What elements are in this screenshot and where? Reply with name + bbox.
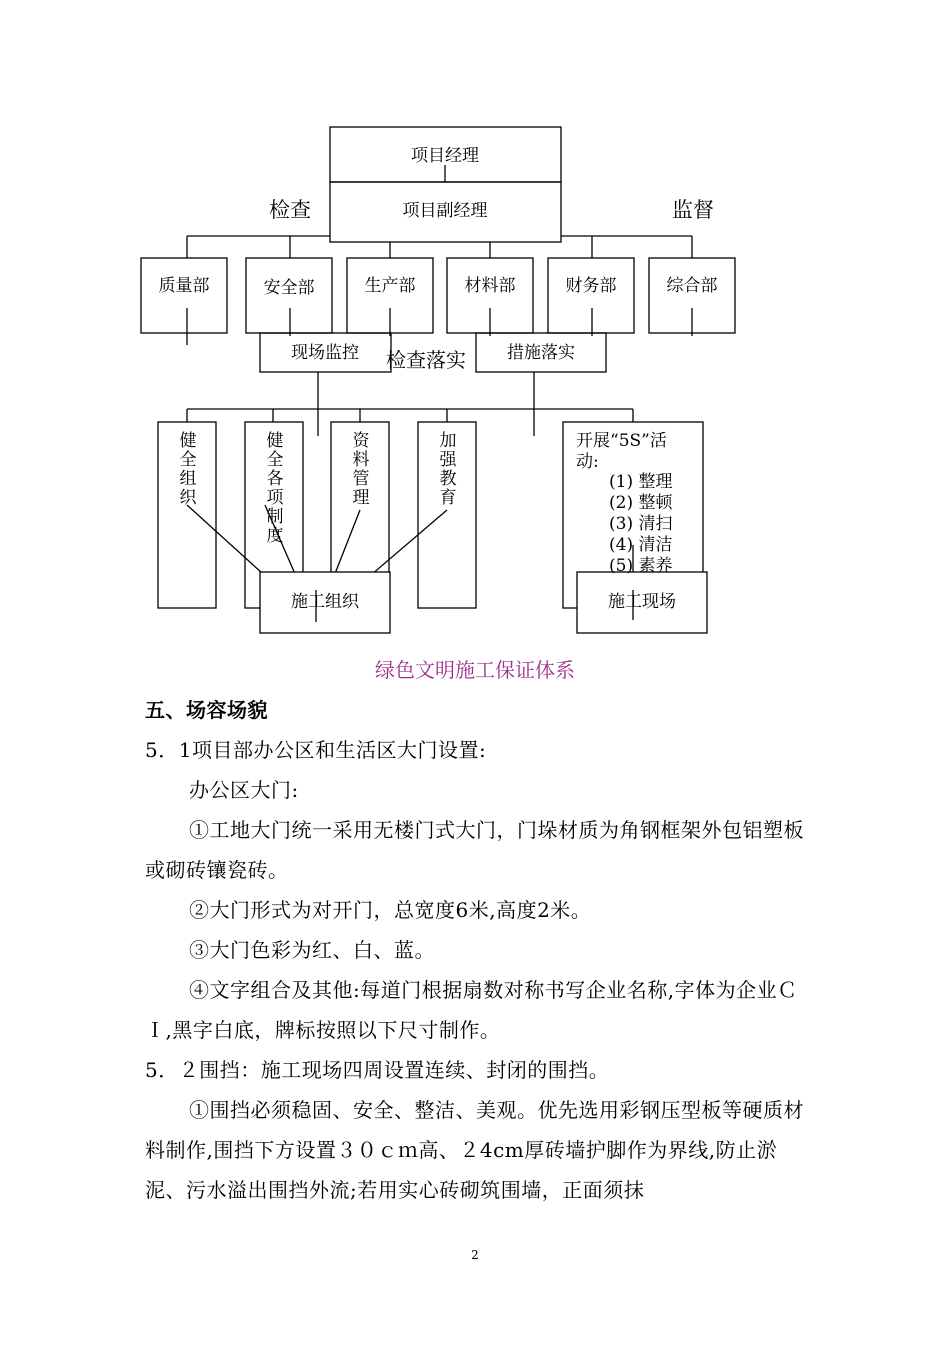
inspect-annotation: 检查 xyxy=(269,198,311,222)
safety-dept-label: 安全部 xyxy=(263,278,315,298)
document-management-label: 资料管理 xyxy=(352,431,370,508)
site-monitoring-label: 现场监控 xyxy=(291,343,359,363)
vertical-labels xyxy=(180,431,458,546)
deputy-manager-label: 项目副经理 xyxy=(402,201,488,221)
paragraph-item-4: ④文字组合及其他:每道门根据扇数对称书写企业名称,字体为企业ＣＩ,黑字白底，牌标按照以下尺寸制作。 xyxy=(145,978,798,1042)
activity-5s-item-3: (3) 清扫 xyxy=(609,514,673,534)
production-dept-label: 生产部 xyxy=(364,276,416,296)
organization-diagram xyxy=(0,0,950,650)
diagram-caption: 绿色文明施工保证体系 xyxy=(375,658,575,682)
measures-label: 措施落实 xyxy=(507,343,575,363)
paragraph-item-2: ②大门形式为对开门，总宽度6米,高度2米。 xyxy=(189,898,592,922)
paragraph-fence-item-1: ①围挡必须稳固、安全、整洁、美观。优先选用彩钢压型板等硬质材料制作,围挡下方设置３０ｃｍ高、２4cm厚砖墙护脚作为界线,防止淤泥、污水溢出围挡外流;若用实心砖砌筑围墙，正面须抹 xyxy=(145,1098,804,1202)
paragraph-item-1: ①工地大门统一采用无楼门式大门，门垛材质为角钢框架外包铝塑板或砌砖镶瓷砖。 xyxy=(145,818,804,882)
paragraph-5-2: 5．２围挡：施工现场四周设置连续、封闭的围挡。 xyxy=(145,1058,610,1082)
construction-site-label: 施工现场 xyxy=(608,592,676,612)
paragraph-5-1: 5．1项目部办公区和生活区大门设置: xyxy=(145,738,487,762)
activity-5s-item-2: (2) 整顿 xyxy=(609,493,673,513)
paragraph-office-gate: 办公区大门: xyxy=(189,778,299,802)
page-number: 2 xyxy=(471,1248,479,1262)
sound-organization-label: 健全组织 xyxy=(179,431,197,508)
project-manager-label: 项目经理 xyxy=(411,146,479,166)
activity-5s-title: 开展“5S”活 动: xyxy=(576,431,667,472)
activity-5s-item-1: (1) 整理 xyxy=(609,472,673,492)
activity-5s-item-4: (4) 清洁 xyxy=(609,535,673,555)
general-dept-label: 综合部 xyxy=(666,276,718,296)
section-heading: 五、场容场貌 xyxy=(145,698,268,722)
materials-dept-label: 材料部 xyxy=(464,276,516,296)
activity-5s-item-5: (5) 素养 xyxy=(609,556,673,576)
quality-dept-label: 质量部 xyxy=(158,276,210,296)
paragraph-item-3: ③大门色彩为红、白、蓝。 xyxy=(189,938,435,962)
sound-systems-label: 健全各项制度 xyxy=(266,431,284,546)
strengthen-education-label: 加强教育 xyxy=(439,431,457,508)
finance-dept-label: 财务部 xyxy=(565,276,617,296)
construction-organization-label: 施工组织 xyxy=(291,592,359,612)
inspect-implement-annotation: 检查落实 xyxy=(386,348,466,372)
supervise-annotation: 监督 xyxy=(672,198,714,222)
